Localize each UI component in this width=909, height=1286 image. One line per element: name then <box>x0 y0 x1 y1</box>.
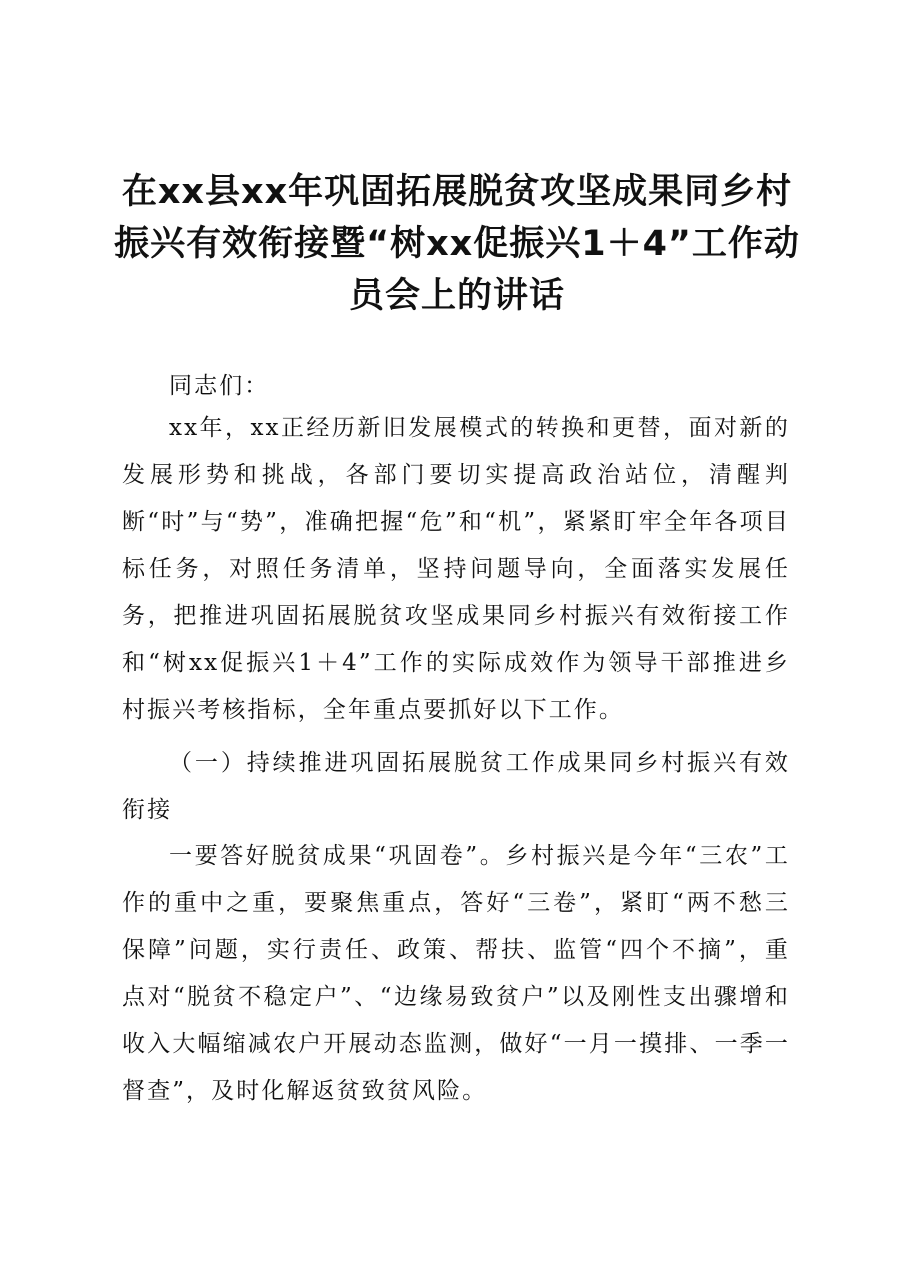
intro-paragraph: xx年，xx正经历新旧发展模式的转换和更替，面对新的发展形势和挑战，各部门要切实提高政治站位，清醒判断“时”与“势”，准确把握“危”和“机”，紧紧盯牢全年各项目标任务，对照任务清单，坚持问题导向，全面落实发展任务，把推进巩固拓展脱贫攻坚成果同乡村振兴有效衔接工作和“树xx促振兴1＋4”工作的实际成效作为领导干部推进乡村振兴考核指标，全年重点要抓好以下工作。 <box>122 415 790 723</box>
section-heading: （一）持续推进巩固拓展脱贫工作成果同乡村振兴有效衔接 <box>122 750 790 823</box>
document-title: 在xx县xx年巩固拓展脱贫攻坚成果同乡村振兴有效衔接暨“树xx促振兴1＋4”工作动员会上的讲话 <box>114 172 800 316</box>
greeting: 同志们： <box>169 373 270 399</box>
consolidation-paragraph: 一要答好脱贫成果“巩固卷”。乡村振兴是今年“三农”工作的重中之重，要聚焦重点，答好“三卷”，紧盯“两不愁三保障”问题，实行责任、政策、帮扶、监管“四个不摘”，重点对“脱贫不稳定户”、“边缘易致贫户”以及刚性支出骤增和收入大幅缩减农户开展动态监测，做好“一月一摸排、一季一督查”，及时化解返贫致贫风险。 <box>122 843 790 1104</box>
